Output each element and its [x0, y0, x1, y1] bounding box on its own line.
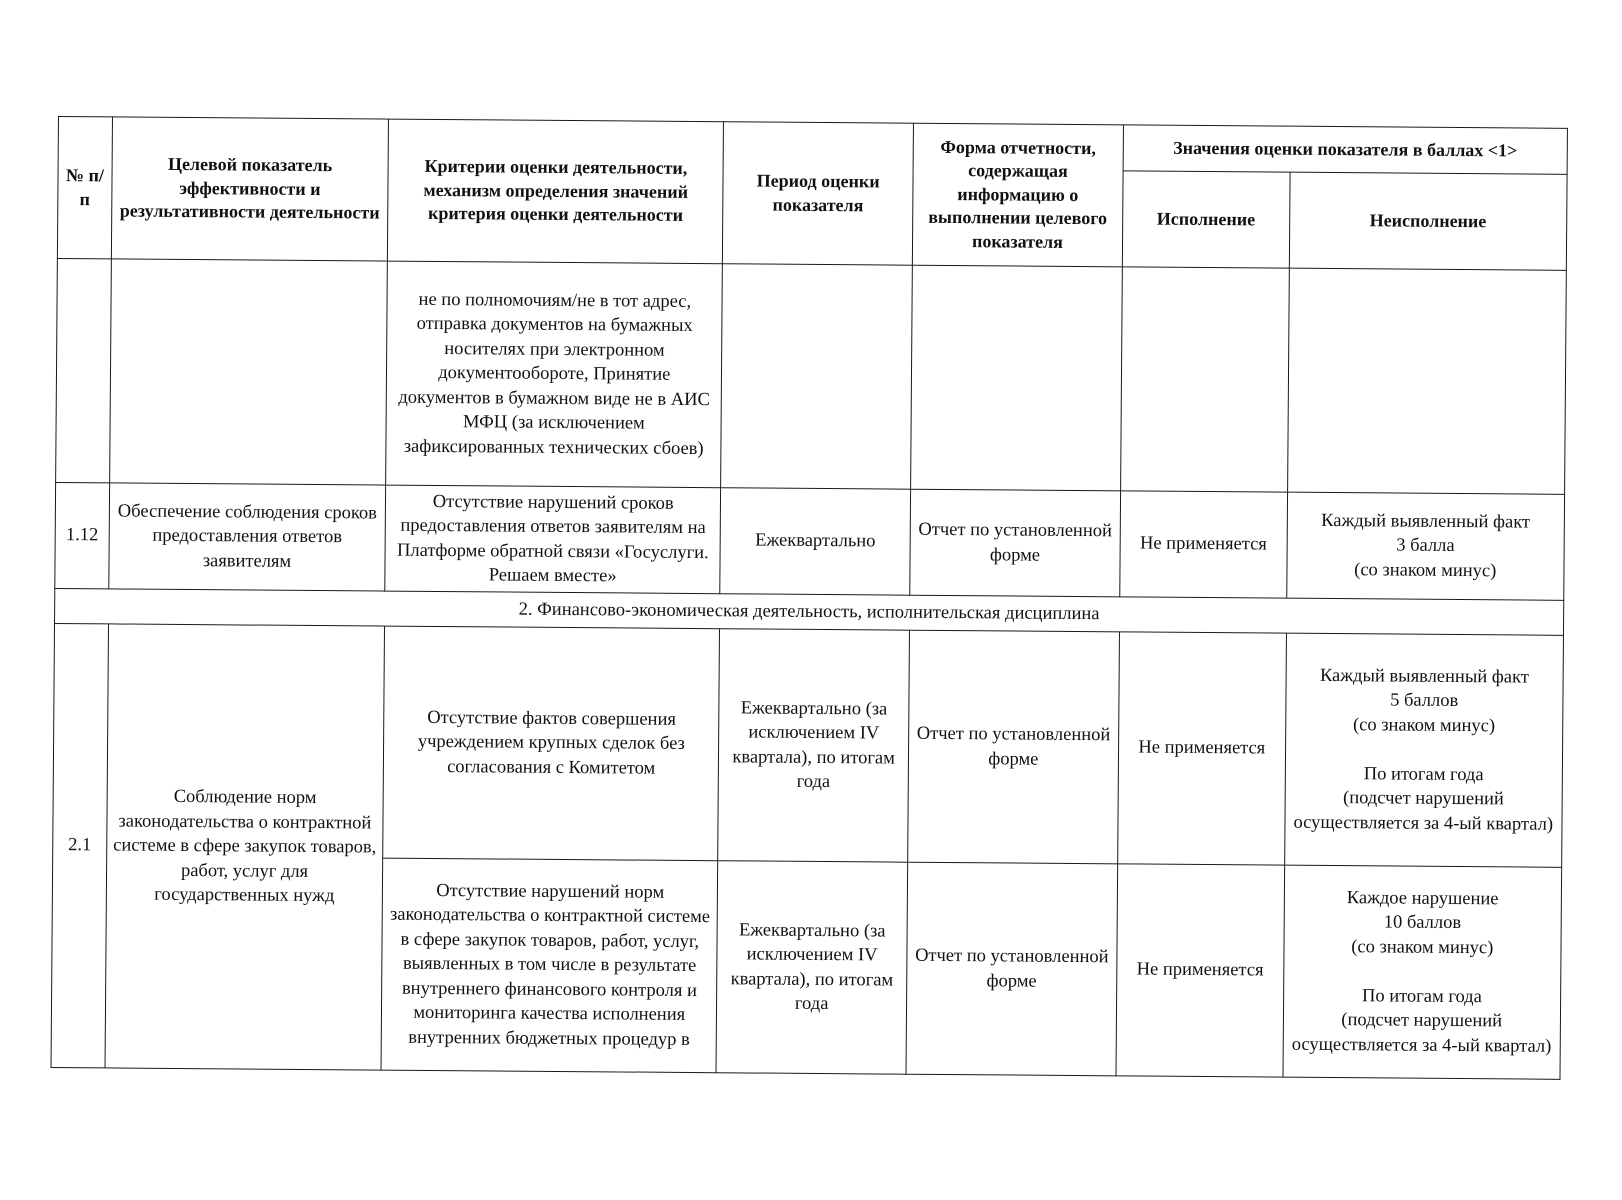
cell-fulfil: Не применяется [1118, 632, 1286, 865]
cell-period: Ежеквартально [720, 488, 910, 595]
cell-nonfulfil: Каждый выявленный факт 3 балла (со знаком минус) [1286, 492, 1564, 600]
cell-fulfil: Не применяется [1116, 864, 1284, 1077]
header-fulfil: Исполнение [1122, 171, 1289, 268]
cell-nonfulfil: Каждый выявленный факт 5 баллов (со знаком минус) По итогам года (подсчет нарушений осуществляется за 4-ый квартал) [1284, 633, 1563, 867]
header-form: Форма отчетности, содержащая информацию о выполнении целевого показателя [912, 123, 1123, 267]
cell-num [56, 258, 112, 482]
table-row [53, 623, 1564, 867]
section-title: 2. Финансово-экономическая деятельность, исполнительская дисциплина [55, 588, 1564, 635]
cell-period: Ежеквартально (за исключением IV квартала), по итогам года [716, 861, 907, 1074]
cell-form: Отчет по установленной форме [910, 489, 1121, 597]
header-nonfulfil: Неисполнение [1289, 172, 1567, 270]
cell-criteria: Отсутствие фактов совершения учреждением крупных сделок без согласования с Комитетом [383, 626, 720, 861]
indicators-table [51, 116, 1568, 1080]
header-values: Значения оценки показателя в баллах <1> [1123, 125, 1567, 174]
cell-nonfulfil [1287, 268, 1566, 494]
cell-criteria: Отсутствие нарушений сроков предоставления ответов заявителям на Платформе обратной связи «Госуслуги. Решаем вместе» [385, 485, 721, 594]
cell-form: Отчет по установленной форме [908, 630, 1120, 864]
cell-criteria: Отсутствие нарушений норм законодательства о контрактной системе в сфере закупок товаров, работ, услуг, выявленных в том числе в результате внутреннего финансового контроля и мониторинга качества исполнения внутренних бюджетных процедур в [381, 858, 718, 1073]
header-period: Период оценки показателя [723, 122, 914, 265]
header-criteria: Критерии оценки деятельности, механизм определения значений критерия оценки деятельности [388, 119, 724, 264]
table-row [56, 258, 1567, 494]
cell-num: 1.12 [55, 482, 110, 588]
cell-indicator: Соблюдение норм законодательства о контрактной системе в сфере закупок товаров, работ, услуг для государственных нужд [105, 624, 385, 1070]
header-num: № п/п [57, 117, 112, 259]
cell-criteria: не по полномочиям/не в тот адрес, отправка документов на бумажных носителях при электронном документообороте, Принятие документов в бумажном виде не в АИС МФЦ (за исключением зафиксированных технических сбоев) [386, 261, 723, 488]
header-indicator: Целевой показатель эффективности и результативности деятельности [111, 117, 388, 261]
cell-form: Отчет по установленной форме [906, 862, 1118, 1076]
cell-num: 2.1 [51, 623, 108, 1067]
cell-form [910, 265, 1122, 491]
cell-nonfulfil: Каждое нарушение 10 баллов (со знаком минус) По итогам года (подсчет нарушений осуществляется за 4-ый квартал) [1283, 865, 1562, 1079]
cell-period [721, 264, 912, 489]
cell-indicator: Обеспечение соблюдения сроков предоставления ответов заявителям [109, 483, 386, 591]
cell-indicator [109, 259, 387, 485]
cell-fulfil [1121, 267, 1289, 492]
table-row [55, 482, 1565, 600]
cell-period: Ежеквартально (за исключением IV квартала), по итогам года [718, 629, 909, 862]
cell-fulfil: Не применяется [1120, 491, 1287, 598]
